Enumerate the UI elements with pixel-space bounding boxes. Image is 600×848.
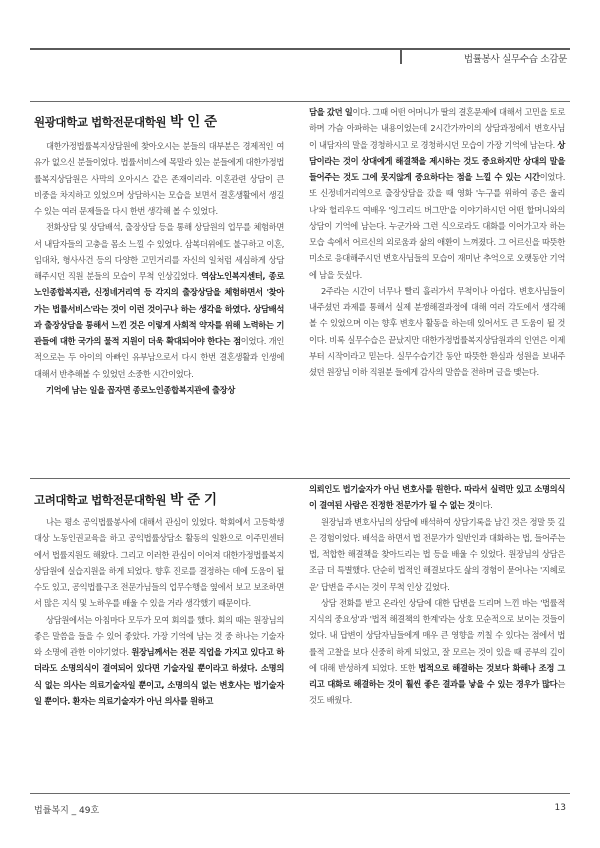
section2-right-column [309, 481, 565, 709]
paragraph [34, 219, 284, 382]
paragraph [309, 283, 565, 381]
emphasis-text: 법적으로 해결하는 것보다 화해나 조정 그리고 대화로 해결하는 것이 훨씬 좋은 결과를 낳을 수 있는 경우가 많다 [309, 662, 566, 689]
paragraph [309, 104, 565, 283]
body-text: 전화상담 및 상담배석, 출장상담 등을 통해 상담원의 업무를 체험하면서 내담자들의 고충을 몸소 느낄 수 있었다. 삼복더위에도 불구하고 이혼, 임대차, 형사사건 등의 다양한 고민거리를 자신의 일처럼 세심하게 상담해주시던 직원 분들의 모습이 무척 인상깊었다. [34, 222, 284, 281]
body-text: 상담원에서는 아침마다 모두가 모여 회의를 했다. 회의 때는 원장님의 좋은 말씀을 들을 수 있어 좋았다. 가장 기억에 남는 것 중 하나는 기술자와 소명에 관한 이야기였다. [34, 614, 284, 657]
page-number: 13 [554, 803, 566, 813]
body-text: 이다. 그때 어떤 어머니가 딸의 결혼문제에 대해서 고민을 토로하며 가슴 아파하는 내용이었는데 2시간가까이의 상담과정에서 변호사님이 내담자의 말을 경청하시고 로 경청하시던 모습이 가장 기억에 남는다. [309, 107, 565, 150]
section2-left-column [34, 514, 284, 709]
body-text: 원장님과 변호사님의 상담에 배석하여 상담기록을 남긴 것은 정말 뜻 깊은 경험이었다. 배석을 하면서 법 전문가가 일반인과 대화하는 법, 들어주는 법, 적합한 해결책을 찾아드리는 법 등을 배울 수 있었다. 원장님의 상담은 조금 더 특별했다. 단순히 법적인 해결보다도 삶의 경험이 묻어나는 '지혜로운' 답변을 주시는 것이 무척 인상 깊었다. [309, 516, 565, 592]
paragraph [309, 595, 565, 709]
paragraph [34, 514, 284, 612]
section1-left-column [34, 138, 284, 398]
paragraph [34, 382, 284, 398]
emphasis-text: 의뢰인도 법기술자가 아닌 변호사를 원한다. 따라서 실력만 있고 소명의식이 결여된 사람은 진정한 전문가가 될 수 없는 것 [309, 484, 565, 511]
emphasis-text: 원장님께서는 전문 직업을 가지고 있다고 하더라도 소명의식이 결여되어 있다면 기술자일 뿐이라고 하셨다. 소명의식 없는 의사는 의료기술자일 뿐이고, 소명의식 없는 변호사는 법기술자일 뿐이다. 환자는 의료기술자가 아닌 의사를 원하고 [34, 647, 284, 706]
body-text: 이다. [474, 500, 493, 511]
paragraph [34, 138, 284, 219]
section2-author [34, 488, 217, 508]
section1-right-column [309, 104, 565, 380]
paragraph [34, 612, 284, 710]
author-affiliation: 고려대학교 법학전문대학원 [34, 493, 167, 507]
section2-rule [30, 478, 570, 479]
emphasis-text: 기억에 남는 일을 꼽자면 종로노인종합복지관에 출장상 [46, 384, 235, 395]
body-text: 2주라는 시간이 너무나 빨리 흘러가서 무척이나 아쉽다. 변호사님들이 내주셨던 과제를 통해서 실제 분쟁해결과정에 대해 여러 각도에서 생각해 볼 수 있었으며 이는 향후 변호사 활동을 하는데 있어서도 큰 도움이 될 것이다. 비록 실무수습은 끝났지만 대한가정법률복지상담원과의 인연은 이제부터 시작이라고 믿는다. 실무수습기간 동안 따뜻한 환심과 성원을 보내주셨던 원장님 이하 직원분 들에게 감사의 말씀을 전하며 글을 맺는다. [309, 285, 565, 377]
body-text: 이었다. 개인적으로는 두 아이의 아빠인 유부남으로서 다시 한번 결혼생활과 인생에 대해서 반추해볼 수 있었던 소중한 시간이었다. [34, 336, 284, 379]
paragraph [309, 514, 565, 595]
body-text: 상담 전화를 받고 온라인 상담에 대한 답변을 드리며 느낀 바는 '법률적 지식의 중요성'과 '법적 해결책의 한계'라는 상호 모순적으로 보이는 것들이었다. 내 답변이 상담자님들에게 매우 큰 영향을 끼칠 수 있다는 점에서 법률적 고찰을 보다 신중히 하게 되었고, 잘 모르는 것이 있을 때 공부의 깊이에 대해 반성하게 되었다. 또한 [309, 597, 565, 673]
author-affiliation: 원광대학교 법학전문대학원 [34, 115, 167, 129]
author-name: 박 인 준 [170, 114, 217, 130]
footer-rule [30, 793, 570, 794]
header-divider [400, 48, 402, 64]
header-rule [30, 48, 570, 50]
body-text: 대한가정법률복지상담원에 찾아오시는 분들의 대부분은 경제적인 여유가 없으신 분들이었다. 법률서비스에 목말라 있는 분들에게 대한가정법률복지상담원은 사막의 오아시스 같은 존재이리라. 이혼관련 상담이 큰 비중을 차지하고 있었으며 상담하시는 모습을 보면서 결혼생활에서 생길 수 있는 여러 문제들을 다시 한번 생각해 볼 수 있었다. [34, 141, 284, 216]
running-header: 법률봉사 실무수습 소감문 [463, 54, 567, 65]
emphasis-text: 상담이라는 것이 상대에게 해결책을 제시하는 것도 중요하지만 상대의 말을 들어주는 것도 그에 못지않게 중요하다는 점을 느낄 수 있는 시간 [309, 139, 565, 182]
section1-rule [30, 101, 570, 102]
author-name: 박 준 기 [170, 492, 217, 508]
emphasis-text: 역삼노인복지센터, 종로노인종합복지관, 신정네거리역 등 각지의 출장상담을 체험하면서 '찾아가는 법률서비스'라는 것이 이런 것이구나 하는 생각을 하였다. 상담배석과 출장상담을 통해서 느낀 것은 이렇게 사회적 약자를 위해 노력하는 기관들에 대한 국가의 물적 지원이 더욱 확대되어야 한다는 점 [34, 271, 284, 346]
body-text: 이었다. 또 신정네거리역으로 출장상담을 갔을 때 영화 '누구를 위하여 종은 울리나'와 헐리우드 여배우 '잉그리드 버그만'을 이야기하시던 어떤 할머니와의 상담이 기억에 남는다. 누군가와 그런 식으로라도 대화를 이어가고자 하는 모습 속에서 어르신의 외로움과 삶의 애환이 느껴졌다. 그 어르신을 따뜻한 미소로 응대해주시던 변호사님들의 모습이 재미난 추억으로 오랫동안 기억에 남을 듯싶다. [309, 172, 565, 280]
footer-publication: 법률복지 _ 49호 [34, 806, 100, 816]
body-text: 나는 평소 공익법률봉사에 대해서 관심이 있었다. 학회에서 고등학생 대상 노동인권교육을 하고 공익법률상담소 활동의 일환으로 이주민센터에서 법률지원도 해왔다. 그리고 이러한 관심이 이어져 대한가정법률복지상담원에 실습지원을 하게 되었다. 향후 진로를 결정하는 데에 도움이 될 수도 있고, 공익법률구조 전문가님들의 업무수행을 옆에서 보고 보조하면서 많은 지식 및 노하우를 배울 수 있을 거라 생각했기 때문이다. [34, 517, 284, 609]
paragraph [309, 481, 565, 514]
emphasis-text: 담을 갔던 일 [309, 107, 353, 117]
section1-author [34, 110, 217, 130]
body-text: 는 것도 배웠다. [309, 679, 565, 706]
